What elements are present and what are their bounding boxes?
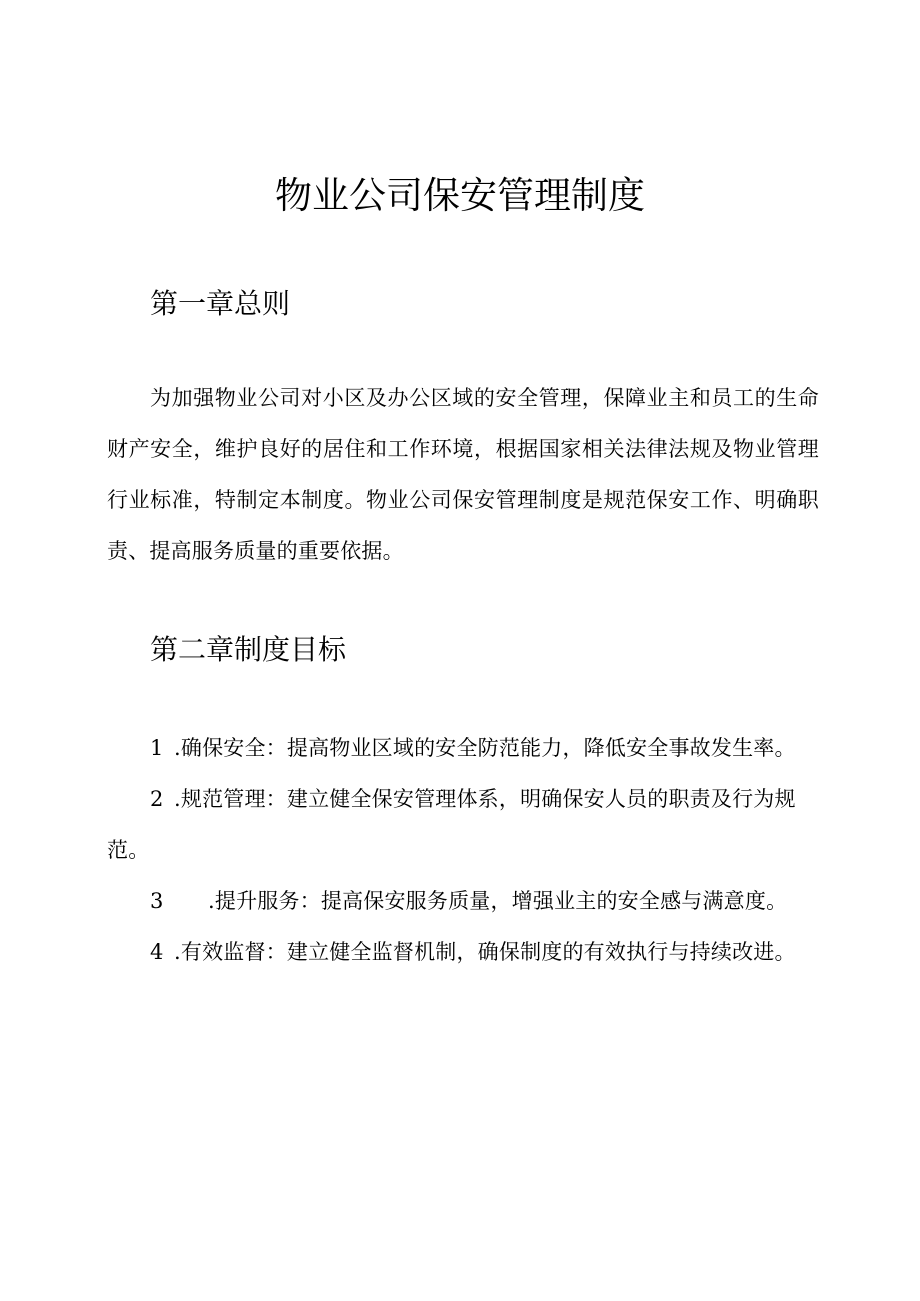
chapter-2-heading: 第二章制度目标: [150, 633, 347, 666]
list-item: [107, 774, 819, 876]
list-item-text: .提升服务：提高保安服务质量，增强业主的安全感与满意度。: [208, 889, 788, 913]
list-item-number: 1: [150, 736, 164, 760]
document-title: 物业公司保安管理制度: [275, 174, 645, 217]
list-item-text: .确保安全：提高物业区域的安全防范能力，降低安全事故发生率。: [174, 736, 796, 760]
list-item-number: 2: [150, 787, 164, 811]
goals-list: [107, 723, 819, 978]
chapter-1-paragraph: 为加强物业公司对小区及办公区域的安全管理，保障业主和员工的生命财产安全，维护良好的居住和工作环境，根据国家相关法律法规及物业管理行业标准，特制定本制度。物业公司保安管理制度是规范保安工作、明确职责、提高服务质量的重要依据。: [107, 386, 819, 563]
list-item: [107, 927, 819, 978]
list-item: [107, 723, 819, 774]
list-item-number: 4: [150, 940, 164, 964]
list-item-number: 3: [150, 889, 164, 913]
list-item-text: .有效监督：建立健全监督机制，确保制度的有效执行与持续改进。: [174, 940, 796, 964]
list-item-text: .规范管理：建立健全保安管理体系，明确保安人员的职责及行为规范。: [107, 787, 796, 862]
chapter-1-heading: 第一章总则: [150, 287, 291, 320]
list-item: [107, 876, 819, 927]
